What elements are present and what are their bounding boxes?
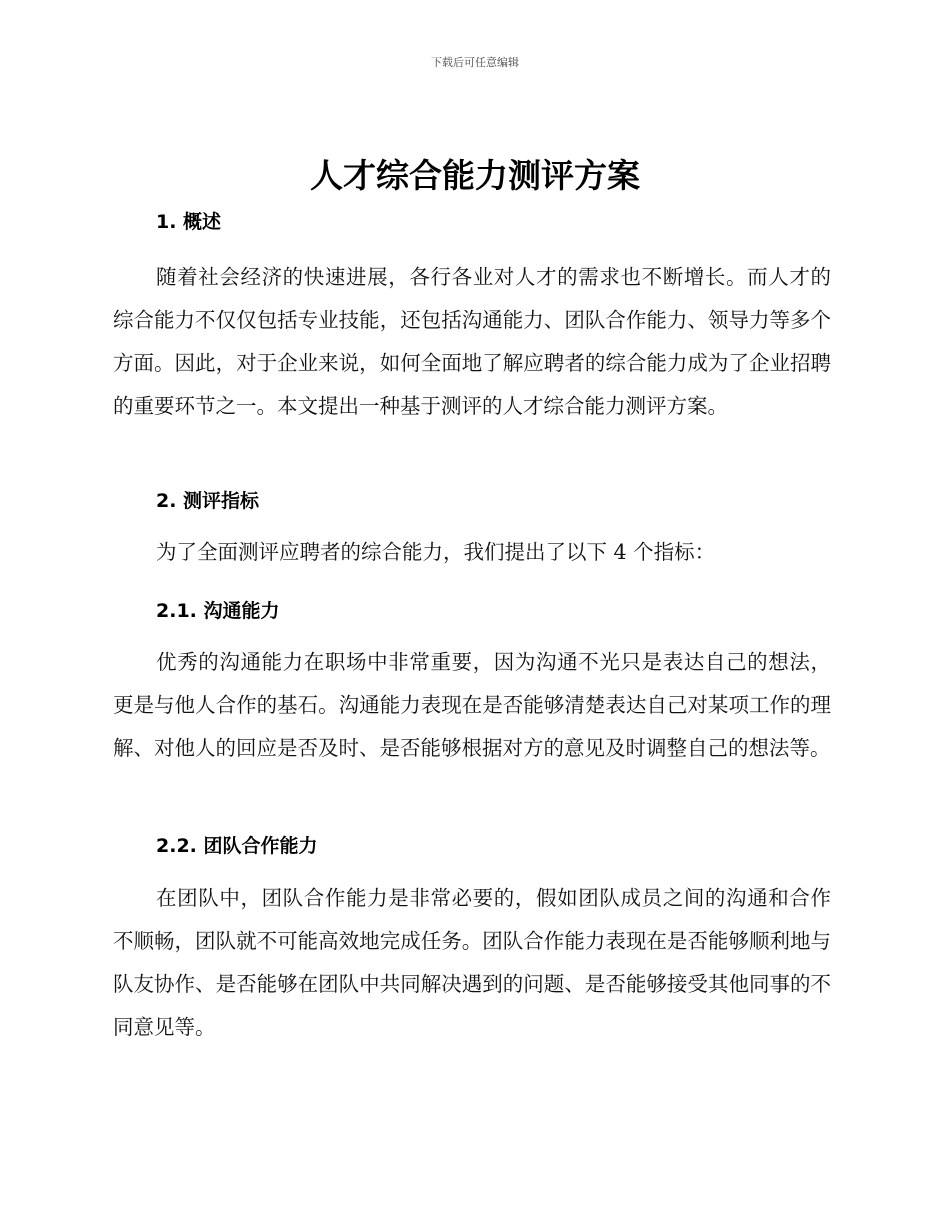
paragraph-overview: 随着社会经济的快速进展，各行各业对人才的需求也不断增长。而人才的综合能力不仅仅包括专业技能，还包括沟通能力、团队合作能力、领导力等多个方面。因此，对于企业来说，如何全面地了解应聘者的综合能力成为了企业招聘的重要环节之一。本文提出一种基于测评的人才综合能力测评方案。 — [113, 265, 831, 418]
section-heading-teamwork: 2.2. 团队合作能力 — [156, 835, 318, 857]
section-heading-communication: 2.1. 沟通能力 — [156, 600, 280, 622]
header-note: 下载后可任意编辑 — [431, 56, 519, 69]
section-heading-overview: 1. 概述 — [156, 211, 222, 233]
paragraph-indicators: 为了全面测评应聘者的综合能力，我们提出了以下 4 个指标： — [156, 540, 716, 564]
section-heading-indicators: 2. 测评指标 — [156, 490, 260, 512]
paragraph-communication: 优秀的沟通能力在职场中非常重要，因为沟通不光只是表达自己的想法，更是与他人合作的基石。沟通能力表现在是否能够清楚表达自己对某项工作的理解、对他人的回应是否及时、是否能够根据对方的意见及时调整自己的想法等。 — [113, 650, 831, 760]
paragraph-teamwork: 在团队中，团队合作能力是非常必要的，假如团队成员之间的沟通和合作不顺畅，团队就不可能高效地完成任务。团队合作能力表现在是否能够顺利地与队友协作、是否能够在团队中共同解决遇到的问题、是否能够接受其他同事的不同意见等。 — [113, 886, 831, 1039]
document-title: 人才综合能力测评方案 — [310, 156, 640, 195]
